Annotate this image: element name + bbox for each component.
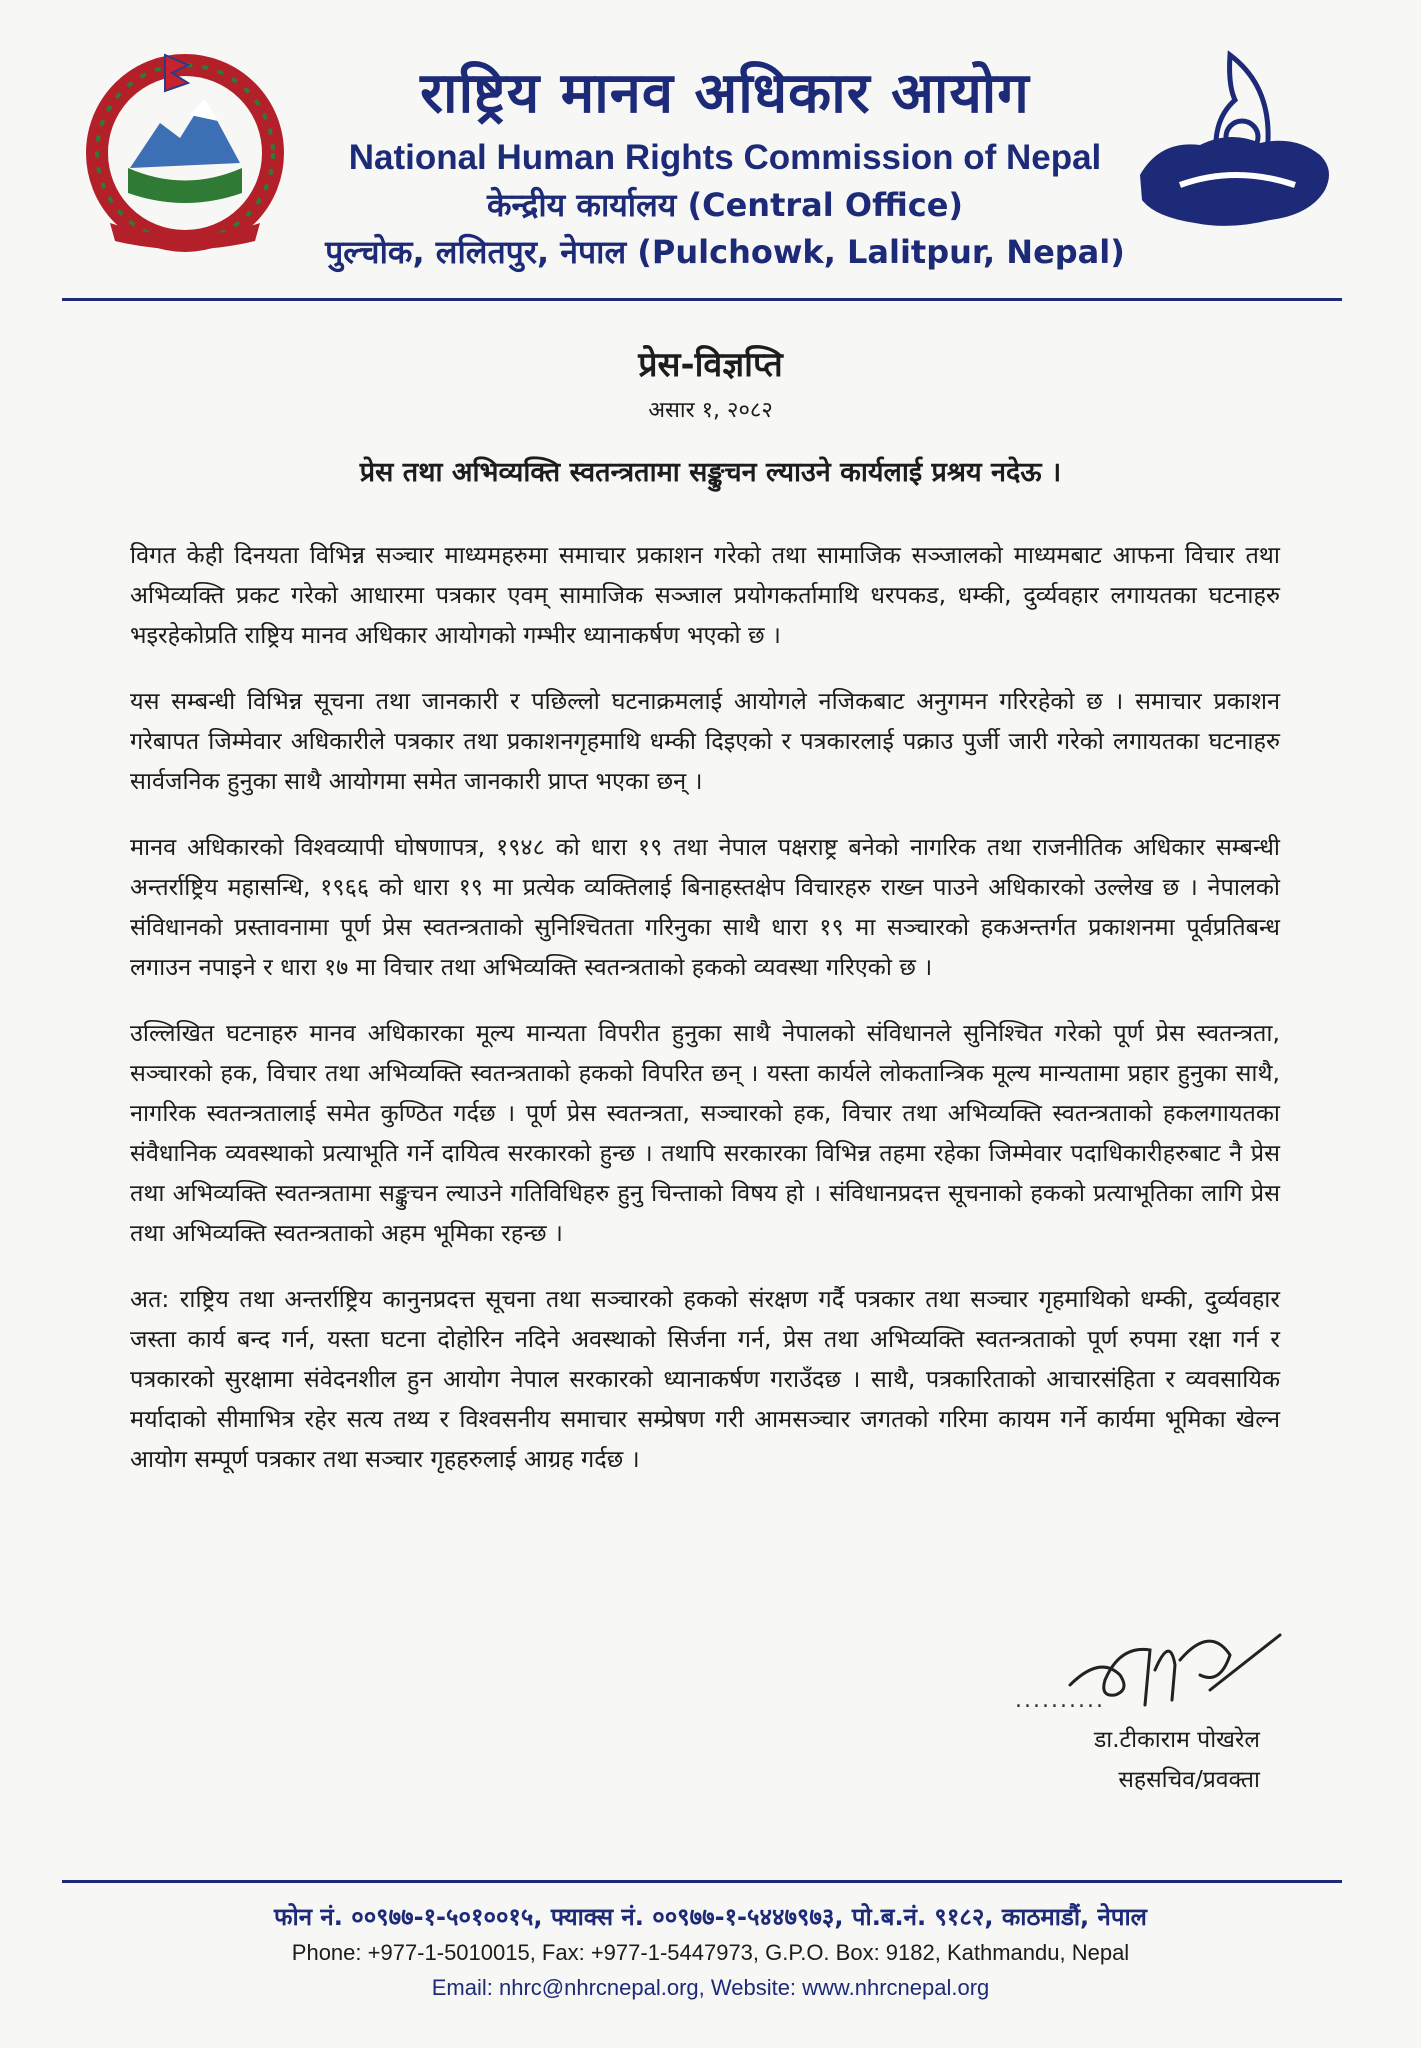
signature-line: ..........: [1015, 1688, 1105, 1713]
nepal-emblem-icon: [70, 43, 300, 253]
header-divider: [62, 298, 1342, 301]
body-paragraph: विगत केही दिनयता विभिन्न सञ्चार माध्यमहरुमा समाचार प्रकाशन गरेको तथा सामाजिक सञ्जालको माध्यमबाट आफना विचार तथा अभिव्यक्ति प्रकट गरेको आधारमा पत्रकार एवम् सामाजिक सञ्जाल प्रयोगकर्तामाथि धरपकड, धम्की, दुर्व्यवहार लगायतका घटनाहरु भइरहेकोप्रति राष्ट्रिय मानव अधिकार आयोगको गम्भीर ध्यानाकर्षण भएको छ ।: [130, 541, 1280, 649]
organization-name-nepali: राष्ट्रिय मानव अधिकार आयोग: [420, 61, 1030, 126]
release-body: [130, 535, 1280, 1505]
body-paragraph: अत: राष्ट्रिय तथा अन्तर्राष्ट्रिय कानुनप्रदत्त सूचना तथा सञ्चारको हकको संरक्षण गर्दै पत्रकार तथा सञ्चार गृहमाथिको धम्की, दुर्व्यवहार जस्ता कार्य बन्द गर्न, यस्ता घटना दोहोरिन नदिने अवस्थाको सिर्जना गर्न, प्रेस तथा अभिव्यक्ति स्वतन्त्रताको पूर्ण रुपमा रक्षा गर्न र पत्रकारको सुरक्षामा संवेदनशील हुन आयोग नेपाल सरकारको ध्यानाकर्षण गराउँदछ । साथै, पत्रकारिताको आचारसंहिता र व्यवसायिक मर्यादाको सीमाभित्र रहेर सत्य तथ्य र विश्वसनीय समाचार सम्प्रेषण गरी आमसञ्चार जगतको गरिमा कायम गर्ने कार्यमा भूमिका खेल्न आयोग सम्पूर्ण पत्रकार तथा सञ्चार गृहहरुलाई आग्रह गर्दछ ।: [130, 1285, 1280, 1473]
release-headline: प्रेस तथा अभिव्यक्ति स्वतन्त्रतामा सङ्कुचन ल्याउने कार्यलाई प्रश्रय नदेऊ ।: [359, 457, 1062, 488]
signatory-name: डा.टीकाराम पोखरेल: [1093, 1727, 1260, 1753]
body-paragraph: यस सम्बन्धी विभिन्न सूचना तथा जानकारी र पछिल्लो घटनाक्रमलाई आयोगले नजिकबाट अनुगमन गरिरहेको छ । समाचार प्रकाशन गरेबापत जिम्मेवार अधिकारीले पत्रकार तथा प्रकाशनगृहमाथि धम्की दिइएको र पत्रकारलाई पक्राउ पुर्जी जारी गरेको लगायतका घटनाहरु सार्वजनिक हुनुका साथै आयोगमा समेत जानकारी प्राप्त भएका छन् ।: [130, 687, 1280, 795]
release-title: प्रेस-विज्ञप्ति: [638, 345, 783, 385]
body-paragraph: उल्लिखित घटनाहरु मानव अधिकारका मूल्य मान्यता विपरीत हुनुका साथै नेपालको संविधानले सुनिश्चित गरेको पूर्ण प्रेस स्वतन्त्रता, सञ्चारको हक, विचार तथा अभिव्यक्ति स्वतन्त्रताको हकको विपरित छन् । यस्ता कार्यले लोकतान्त्रिक मूल्य मान्यतामा प्रहार हुनुका साथै, नागरिक स्वतन्त्रतालाई समेत कुण्ठित गर्दछ । पूर्ण प्रेस स्वतन्त्रता, सञ्चारको हक, विचार तथा अभिव्यक्ति स्वतन्त्रताको हकलगायतका संवैधानिक व्यवस्थाको प्रत्याभूति गर्ने दायित्व सरकारको हुन्छ । तथापि सरकारका विभिन्न तहमा रहेका जिम्मेवार पदाधिकारीहरुबाट नै प्रेस तथा अभिव्यक्ति स्वतन्त्रतामा सङ्कुचन ल्याउने गतिविधिहरु हुनु चिन्ताको विषय हो । संविधानप्रदत्त सूचनाको हकको प्रत्याभूतिका लागि प्रेस तथा अभिव्यक्ति स्वतन्त्रताको अहम भूमिका रहन्छ ।: [130, 1019, 1280, 1247]
footer-contact: Phone: +977-1-5010015, Fax: +977-1-5447973, G.P.O. Box: 9182, Kathmandu, Nepal: [291, 1940, 1130, 1965]
office-name: केन्द्रीय कार्यालय (Central Office): [486, 186, 964, 224]
letterhead: [60, 35, 1360, 285]
footer-contact-nepali: फोन नं. ००९७७-१-५०१००१५, फ्याक्स नं. ००९७७-१-५४४७९७३, पो.ब.नं. ९१८२, काठमाडौं, नेपाल: [274, 1903, 1147, 1931]
organization-name-english: National Human Rights Commission of Nepal: [348, 138, 1102, 177]
footer-divider: [62, 1880, 1342, 1883]
office-address: पुल्चोक, ललितपुर, नेपाल (Pulchowk, Lalitpur, Nepal): [325, 233, 1125, 271]
nhrc-logo-icon: [1120, 45, 1350, 255]
body-paragraph: मानव अधिकारको विश्वव्यापी घोषणापत्र, १९४८ को धारा १९ तथा नेपाल पक्षराष्ट्र बनेको नागरिक तथा राजनीतिक अधिकार सम्बन्धी अन्तर्राष्ट्रिय महासन्धि, १९६६ को धारा १९ मा प्रत्येक व्यक्तिलाई बिनाहस्तक्षेप विचारहरु राख्न पाउने अधिकारको उल्लेख छ । नेपालको संविधानको प्रस्तावनामा पूर्ण प्रेस स्वतन्त्रताको सुनिश्चितता गरिनुका साथै धारा १९ मा सञ्चारको हकअन्तर्गत प्रकाशनमा पूर्वप्रतिबन्ध लगाउन नपाइने र धारा १७ मा विचार तथा अभिव्यक्ति स्वतन्त्रताको हकको व्यवस्था गरिएको छ ।: [130, 833, 1280, 981]
release-date: असार १, २०८२: [648, 398, 773, 423]
footer-web-email: Email: nhrc@nhrcnepal.org, Website: www.nhrcnepal.org: [431, 1975, 990, 2000]
signatory-title: सहसचिव/प्रवक्ता: [1118, 1767, 1260, 1793]
